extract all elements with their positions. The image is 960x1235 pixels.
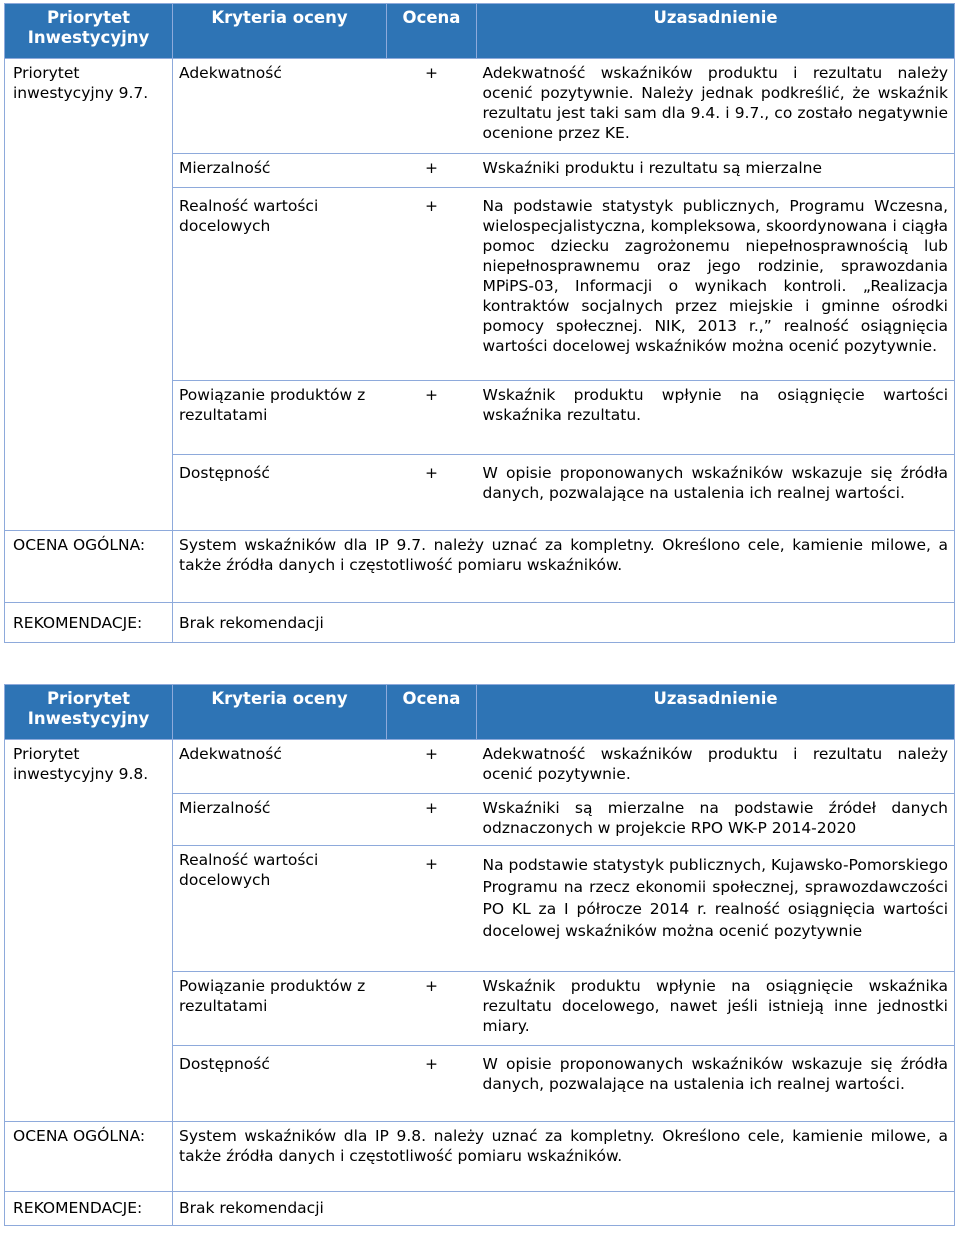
- header-priority: Priorytet Inwestycyjny: [5, 685, 173, 740]
- recommendations-label: REKOMENDACJE:: [5, 603, 173, 643]
- justification-cell: Adekwatność wskaźników produktu i rezultatu należy ocenić pozytywnie.: [477, 740, 955, 794]
- header-rating: Ocena: [387, 685, 477, 740]
- header-criteria: Kryteria oceny: [173, 685, 387, 740]
- criterion-cell: Adekwatność: [173, 59, 387, 154]
- justification-cell: W opisie proponowanych wskaźników wskazuje się źródła danych, pozwalające na ustalenia ich realnej wartości.: [477, 455, 955, 531]
- criterion-cell: Dostępność: [173, 1046, 387, 1122]
- justification-cell: Na podstawie statystyk publicznych, Programu Wczesna, wielospecjalistyczna, kompleksowa, skoordynowana i ciągła pomoc dziecku zagrożonemu niepełnosprawnością lub niepełnosprawnemu oraz jego rodzinie, sprawozdania MPiPS-03, Informacji o wynikach kontroli. „Realizacja kontraktów socjalnych przez miejskie i gminne ośrodki pomocy społecznej. NIK, 2013 r.,” realność osiągnięcia wartości docelowej wskaźników można ocenić pozytywnie.: [477, 188, 955, 381]
- criterion-cell: Realność wartości docelowych: [173, 846, 387, 972]
- overall-label: OCENA OGÓLNA:: [5, 531, 173, 603]
- header-criteria: Kryteria oceny: [173, 4, 387, 59]
- justification-cell: Wskaźniki są mierzalne na podstawie źródeł danych odznaczonych w projekcie RPO WK-P 2014-2020: [477, 794, 955, 846]
- criterion-cell: Powiązanie produktów z rezultatami: [173, 381, 387, 455]
- justification-cell: Adekwatność wskaźników produktu i rezultatu należy ocenić pozytywnie. Należy jednak podkreślić, że wskaźnik rezultatu jest taki sam dla 9.4. i 9.7., co zostało negatywnie ocenione przez KE.: [477, 59, 955, 154]
- criterion-cell: Powiązanie produktów z rezultatami: [173, 972, 387, 1046]
- priority-cell: Priorytet inwestycyjny 9.8.: [5, 740, 173, 1122]
- justification-cell: Wskaźniki produktu i rezultatu są mierzalne: [477, 154, 955, 188]
- rating-cell: +: [387, 1046, 477, 1122]
- recommendations-text: Brak rekomendacji: [173, 603, 955, 643]
- criterion-cell: Dostępność: [173, 455, 387, 531]
- criterion-cell: Mierzalność: [173, 794, 387, 846]
- overall-text: System wskaźników dla IP 9.7. należy uznać za kompletny. Określono cele, kamienie milowe, a także źródła danych i częstotliwość pomiaru wskaźników.: [173, 531, 955, 603]
- recommendations-row: [5, 1192, 955, 1226]
- rating-cell: +: [387, 188, 477, 381]
- table-header-row: [5, 685, 955, 740]
- rating-cell: +: [387, 455, 477, 531]
- criterion-cell: Adekwatność: [173, 740, 387, 794]
- header-priority: Priorytet Inwestycyjny: [5, 4, 173, 59]
- recommendations-label: REKOMENDACJE:: [5, 1192, 173, 1226]
- justification-cell: Wskaźnik produktu wpłynie na osiągnięcie wskaźnika rezultatu docelowego, nawet jeśli istnieją inne jednostki miary.: [477, 972, 955, 1046]
- header-justification: Uzasadnienie: [477, 4, 955, 59]
- overall-text: System wskaźników dla IP 9.8. należy uznać za kompletny. Określono cele, kamienie milowe, a także źródła danych i częstotliwość pomiaru wskaźników.: [173, 1122, 955, 1192]
- overall-row: [5, 531, 955, 603]
- justification-cell: W opisie proponowanych wskaźników wskazuje się źródła danych, pozwalające na ustalenia ich realnej wartości.: [477, 1046, 955, 1122]
- table-row: [5, 59, 955, 154]
- rating-cell: +: [387, 794, 477, 846]
- rating-cell: +: [387, 154, 477, 188]
- criterion-cell: Realność wartości docelowych: [173, 188, 387, 381]
- priority-cell: Priorytet inwestycyjny 9.7.: [5, 59, 173, 531]
- justification-cell: Na podstawie statystyk publicznych, Kujawsko-Pomorskiego Programu na rzecz ekonomii społecznej, sprawozdawczości PO KL za I półrocze 2014 r. realność osiągnięcia wartości docelowej wskaźników można ocenić pozytywnie: [477, 846, 955, 972]
- rating-cell: +: [387, 381, 477, 455]
- overall-label: OCENA OGÓLNA:: [5, 1122, 173, 1192]
- table-header-row: [5, 4, 955, 59]
- recommendations-row: [5, 603, 955, 643]
- justification-cell: Wskaźnik produktu wpłynie na osiągnięcie wartości wskaźnika rezultatu.: [477, 381, 955, 455]
- rating-cell: +: [387, 59, 477, 154]
- header-rating: Ocena: [387, 4, 477, 59]
- evaluation-table-ip-9-8: [4, 684, 955, 1226]
- recommendations-text: Brak rekomendacji: [173, 1192, 955, 1226]
- overall-row: [5, 1122, 955, 1192]
- criterion-cell: Mierzalność: [173, 154, 387, 188]
- rating-cell: +: [387, 972, 477, 1046]
- header-justification: Uzasadnienie: [477, 685, 955, 740]
- rating-cell: +: [387, 740, 477, 794]
- table-row: [5, 740, 955, 794]
- evaluation-table-ip-9-7: [4, 3, 955, 643]
- rating-cell: +: [387, 846, 477, 972]
